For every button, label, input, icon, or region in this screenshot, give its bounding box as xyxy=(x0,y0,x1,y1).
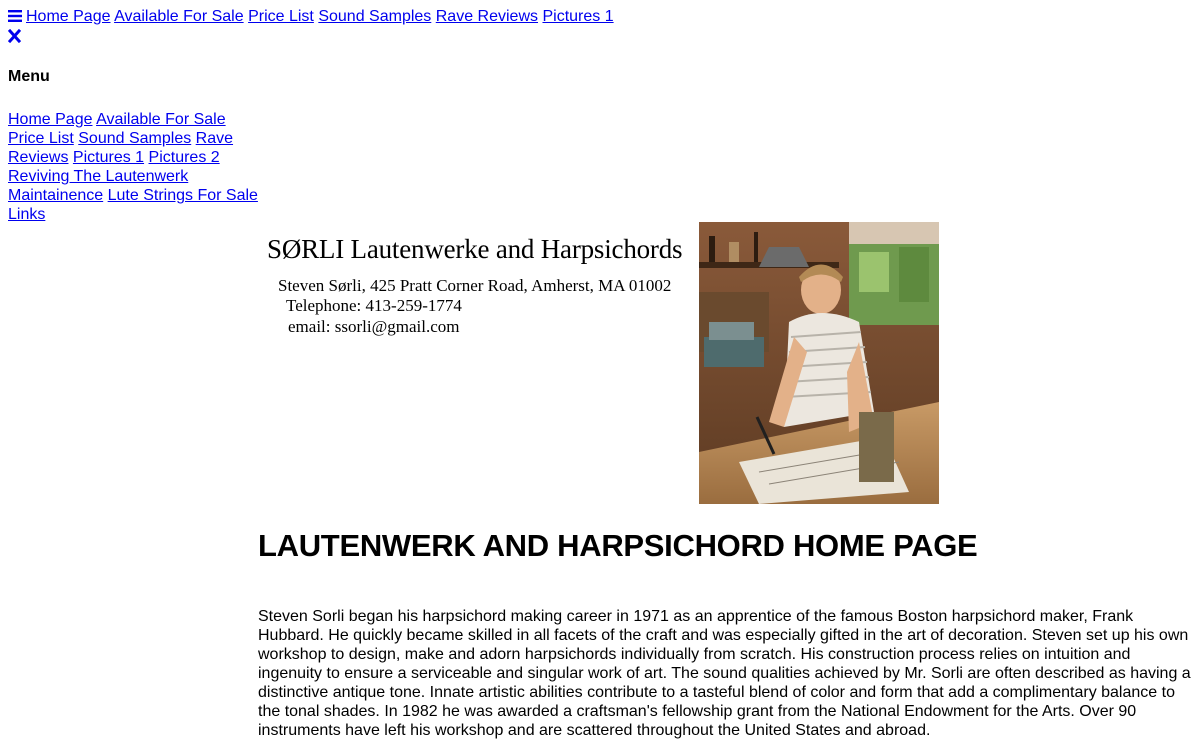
letterhead-address: Steven Sørli, 425 Pratt Corner Road, Amherst, MA 01002 xyxy=(278,276,672,295)
sidebar-item-available[interactable]: Available For Sale xyxy=(96,111,226,128)
topnav-link-home[interactable]: Home Page xyxy=(26,8,111,25)
topnav-link-price-list[interactable]: Price List xyxy=(248,8,314,25)
side-menu xyxy=(8,66,258,224)
close-icon[interactable] xyxy=(8,29,21,43)
workshop-photo-drawing xyxy=(699,222,939,504)
sidebar-item-rave-reviews[interactable]: Rave Reviews xyxy=(8,130,234,166)
letterhead-title: SØRLI Lautenwerke and Harpsichords xyxy=(267,234,683,264)
top-nav xyxy=(8,7,614,27)
sidebar-item-maintainence[interactable]: Maintainence xyxy=(8,187,104,204)
workshop-photo xyxy=(699,222,939,504)
sidebar-item-price-list[interactable]: Price List xyxy=(8,130,74,147)
topnav-link-available[interactable]: Available For Sale xyxy=(114,8,244,25)
letterhead-email: email: ssorli@gmail.com xyxy=(288,317,460,336)
topnav-link-rave-reviews[interactable]: Rave Reviews xyxy=(435,8,539,25)
sidebar-item-home[interactable]: Home Page xyxy=(8,111,93,128)
sidebar-item-reviving[interactable]: Reviving The Lautenwerk xyxy=(8,168,189,185)
sidebar-item-sound-samples[interactable]: Sound Samples xyxy=(78,130,192,147)
menu-heading: Menu xyxy=(8,68,50,85)
sidebar-item-pictures-2[interactable]: Pictures 2 xyxy=(148,149,220,166)
sidebar-item-pictures-1[interactable]: Pictures 1 xyxy=(72,149,145,166)
sidebar-item-lute-strings[interactable]: Lute Strings For Sale xyxy=(107,187,258,204)
topnav-link-pictures-1[interactable]: Pictures 1 xyxy=(542,8,614,25)
sidebar-item-links[interactable]: Links xyxy=(8,206,46,223)
letterhead-image xyxy=(258,222,690,352)
menu-links xyxy=(8,110,258,224)
topnav-link-sound-samples[interactable]: Sound Samples xyxy=(318,8,432,25)
intro-paragraph: Steven Sorli began his harpsichord making career in 1971 as an apprentice of the famous Boston harpsichord maker, Frank Hubbard. He quickly became skilled in all facets of the craft and was especially gifted in the art of decoration. Steven set up his own workshop to design, make and adorn harpsichords individually from scratch. His construction process relies on intuition and ingenuity to ensure a serviceable and singular work of art. The sound qualities achieved by Mr. Sorli are often described as having a distinctive antique tone. Innate artistic abilities contribute to a tasteful blend of color and form that add a complimentary balance to the tonal shades. In 1982 he was awarded a craftsman's fellowship grant from the National Endowment for the Arts. Over 90 instruments have left his workshop and are scattered throughout the United States and abroad. xyxy=(258,608,1191,739)
letterhead-telephone: Telephone: 413-259-1774 xyxy=(286,296,462,315)
page-title: LAUTENWERK AND HARPSICHORD HOME PAGE xyxy=(258,528,978,563)
hamburger-icon[interactable] xyxy=(8,10,22,22)
